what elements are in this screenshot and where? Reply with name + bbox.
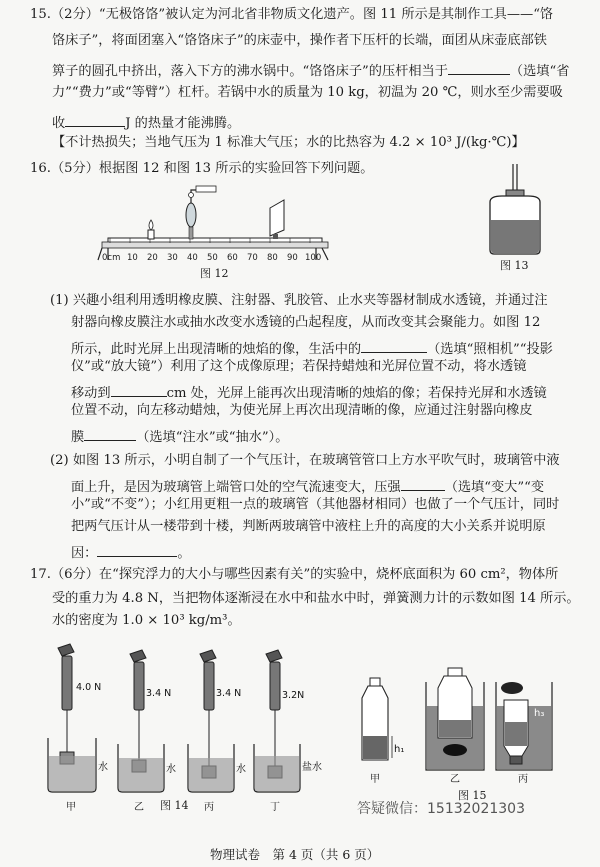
q16-p1-text-7a: 膜 bbox=[71, 430, 85, 445]
beaker-label-jia: 甲 bbox=[66, 802, 76, 813]
ruler-label-10: 10 bbox=[127, 253, 138, 263]
ruler-labels bbox=[102, 253, 321, 263]
q15-line-4: 力”“费力”或“等臂”）杠杆。若锅中水的质量为 10 kg，初温为 20 ℃，则水至少需要吸 bbox=[52, 85, 563, 100]
q16-p2-line-1: (2) 如图 13 所示，小明自制了一个气压计，在玻璃管管口上方水平吹气时，玻璃管中液 bbox=[50, 453, 560, 468]
figure-12-optical-bench bbox=[96, 180, 336, 280]
q15-text-3a: 箅子的圆孔中挤出，落入下方的沸水锅中。“饹饹床子”的压杆相当于 bbox=[52, 64, 448, 79]
ruler-label-100: 100 bbox=[305, 253, 322, 263]
liquid-ding: 盐水 bbox=[302, 762, 322, 773]
height-h1: h₁ bbox=[394, 744, 405, 755]
q16-p1-text-5b: cm 处，光屏上能再次出现清晰的烛焰的像；若保持光屏和水透镜 bbox=[166, 386, 547, 401]
q16-p1-line-7 bbox=[71, 426, 288, 444]
q15-note: 【不计热损失；当地气压为 1 标准大气压；水的比热容为 4.2 × 10³ J/(kg·℃)】 bbox=[52, 135, 525, 150]
q15-line-5 bbox=[52, 112, 240, 130]
q15-line-3 bbox=[52, 60, 569, 78]
q15-text-5b: J 的热量才能沸腾。 bbox=[125, 116, 241, 131]
q16-title: 16.（5分）根据图 12 和图 13 所示的实验回答下列问题。 bbox=[30, 161, 374, 176]
reading-jia: 4.0 N bbox=[76, 682, 102, 693]
water-lens bbox=[186, 186, 216, 239]
figure-13-barometer bbox=[478, 162, 558, 262]
beaker-label-yi: 乙 bbox=[134, 802, 144, 813]
scale-bing bbox=[188, 650, 234, 792]
q15-blank-heat bbox=[65, 112, 125, 127]
q16-p1-line-3 bbox=[71, 338, 553, 356]
liquid-bing: 水 bbox=[236, 764, 246, 775]
q16-p2-line-2 bbox=[71, 476, 544, 494]
q16-p2-text-2b: （选填“变大”“变 bbox=[444, 480, 545, 495]
figure-12-caption: 图 12 bbox=[200, 267, 229, 280]
q16-p2-line-4: 把两气压计从一楼带到十楼，判断两玻璃管中液柱上升的高度的大小关系并说明原 bbox=[71, 519, 546, 534]
q16-p2-text-2a: 面上升，是因为玻璃管上端管口处的空气流速变大，压强 bbox=[71, 480, 401, 495]
ruler-label-20: 20 bbox=[147, 253, 158, 263]
height-h2: h₂ bbox=[460, 712, 471, 723]
ruler-label-30: 30 bbox=[167, 253, 178, 263]
q16-p1-text-7b: （选填“注水”或“抽水”）。 bbox=[136, 430, 289, 445]
figure-14-caption: 图 14 bbox=[160, 799, 189, 812]
bottle-jia bbox=[362, 678, 404, 760]
fig15-label-bing: 丙 bbox=[518, 774, 528, 785]
height-h3: h₃ bbox=[534, 708, 545, 719]
q16-p2-line-5 bbox=[71, 542, 191, 560]
q15-line-1: 15.（2分）“无极饹饹”被认定为河北省非物质文化遗产。图 11 所示是其制作工具——“饹 bbox=[30, 7, 554, 22]
q16-p1-line-6: 位置不动，向左移动蜡烛，为使光屏上再次出现清晰的像，应通过注射器向橡皮 bbox=[71, 403, 533, 418]
ruler-label-40: 40 bbox=[187, 253, 198, 263]
reading-bing: 3.4 N bbox=[216, 688, 242, 699]
q16-p1-line-5 bbox=[71, 382, 547, 400]
q15-text-3b: （选填“省 bbox=[509, 64, 570, 79]
q17-line-2: 受的重力为 4.8 N，当把物体逐渐浸在水中和盐水中时，弹簧测力计的示数如图 14 所示。 bbox=[52, 591, 580, 606]
q16-blank-pressure bbox=[401, 476, 445, 491]
q15-line-2: 饹床子”，将面团塞入“饹饹床子”的床壶中，操作者下压杆的长端，面团从床壶底部铁 bbox=[52, 33, 547, 48]
contact-watermark: 答疑微信：15132021303 bbox=[357, 801, 525, 817]
ruler-label-0: 0cm bbox=[102, 253, 121, 263]
scale-jia bbox=[48, 644, 96, 792]
figure-15-caption: 图 15 bbox=[458, 789, 487, 802]
q16-p1-text-3a: 所示，此时光屏上出现清晰的烛焰的像，生活中的 bbox=[71, 342, 362, 357]
figure-15-bottles bbox=[356, 658, 556, 788]
q16-p1-line-2: 射器向橡皮膜注水或抽水改变水透镜的凸起程度，从而改变其会聚能力。如图 12 bbox=[71, 315, 541, 330]
beaker-label-ding: 丁 bbox=[270, 802, 280, 813]
reading-yi: 3.4 N bbox=[146, 688, 172, 699]
candle bbox=[148, 220, 154, 239]
q16-p1-line-1: (1) 兴趣小组利用透明橡皮膜、注射器、乳胶管、止水夹等器材制成水透镜，并通过注 bbox=[50, 293, 548, 308]
scale-ding bbox=[254, 650, 300, 792]
bottle-yi bbox=[426, 668, 484, 770]
q16-blank-position bbox=[111, 382, 167, 397]
q16-p1-text-3b: （选填“照相机”“投影 bbox=[427, 342, 553, 357]
liquid-jia: 水 bbox=[98, 762, 108, 773]
q16-blank-water bbox=[84, 426, 136, 441]
beaker-label-bing: 丙 bbox=[204, 802, 214, 813]
ruler-label-80: 80 bbox=[267, 253, 278, 263]
q16-p1-text-5a: 移动到 bbox=[71, 386, 111, 401]
light-screen bbox=[270, 200, 284, 239]
ruler-label-50: 50 bbox=[207, 253, 218, 263]
liquid-yi: 水 bbox=[166, 764, 176, 775]
page-footer: 物理试卷 第 4 页（共 6 页） bbox=[210, 847, 380, 862]
q17-line-1: 17.（6分）在“探究浮力的大小与哪些因素有关”的实验中，烧杯底面积为 60 cm²，物体所 bbox=[30, 567, 559, 582]
fig15-label-yi: 乙 bbox=[450, 774, 460, 785]
q15-text-5a: 收 bbox=[52, 116, 66, 131]
ruler-label-90: 90 bbox=[287, 253, 298, 263]
q16-p2-line-3: 小”或“不变”）；小红用更粗一点的玻璃管（其他器材相同）也做了一个气压计，同时 bbox=[71, 497, 560, 512]
ruler-label-60: 60 bbox=[227, 253, 238, 263]
q17-line-3: 水的密度为 1.0 × 10³ kg/m³。 bbox=[52, 613, 241, 628]
q16-p1-line-4: 仪”或“放大镜”）利用了这个成像原理；若保持蜡烛和光屏位置不动，将水透镜 bbox=[71, 359, 527, 374]
ruler-label-70: 70 bbox=[247, 253, 258, 263]
reading-ding: 3.2N bbox=[282, 690, 305, 701]
fig15-label-jia: 甲 bbox=[370, 774, 380, 785]
q16-p2-text-5b: 。 bbox=[177, 546, 191, 561]
bottle-bing bbox=[496, 682, 552, 770]
q16-blank-device bbox=[361, 338, 427, 353]
q16-p2-text-5a: 因： bbox=[71, 546, 98, 561]
scale-yi bbox=[118, 650, 164, 792]
figure-13-caption: 图 13 bbox=[500, 259, 529, 272]
q15-blank-lever bbox=[448, 60, 510, 75]
q16-blank-reason bbox=[97, 542, 177, 557]
